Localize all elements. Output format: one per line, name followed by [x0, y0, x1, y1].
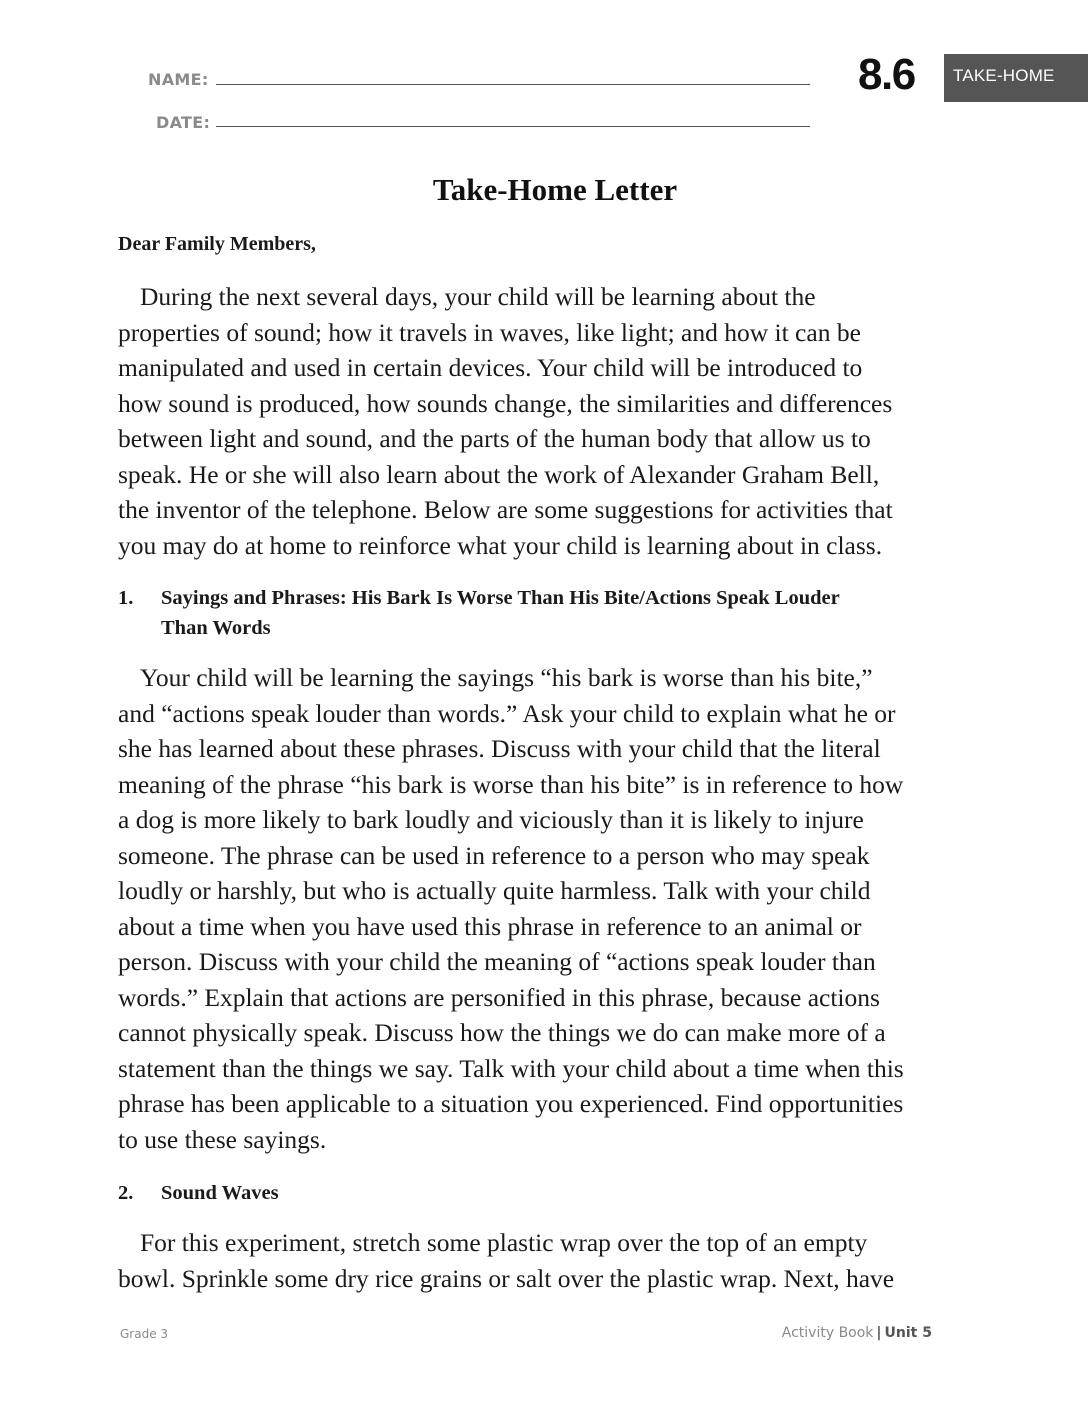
- section-number-1: 1.: [118, 587, 134, 609]
- date-label: DATE:: [156, 113, 211, 132]
- section-body-1: Your child will be learning the sayings “his bark is worse than his bite,” and “actions speak louder than words.” Ask your child to explain what he or she has learned about these phrases. Discuss with your child that the literal meaning of the phrase “his bark is worse than his bite” is in reference to how a dog is more likely to bark loudly and viciously than it is likely to injure someone. The phrase can be used in reference to a person who may speak loudly or harshly, but who is actually quite harmless. Talk with your child about a time when you have used this phrase in reference to an animal or person. Discuss with your child the meaning of “actions speak louder than words.” Explain that actions are personified in this phrase, because actions cannot physically speak. Discuss how the things we do can make more of a statement than the things we say. Talk with your child about a time when this phrase has been applicable to a situation you experienced. Find opportunities to use these sayings.: [118, 663, 904, 1154]
- intro-paragraph: During the next several days, your child will be learning about the properties of sound; how it travels in waves, like light; and how it can be manipulated and used in certain devices. Your child will be introduced to how sound is produced, how sounds change, the similarities and differences between light and sound, and the parts of the human body that allow us to speak. He or she will also learn about the work of Alexander Graham Bell, the inventor of the telephone. Below are some suggestions for activities that you may do at home to reinforce what your child is learning about in class.: [118, 282, 893, 560]
- activity-type-label: TAKE-HOME: [953, 66, 1055, 85]
- name-line: [216, 84, 810, 85]
- section-number-2: 2.: [118, 1182, 134, 1204]
- footer-separator: |: [876, 1325, 882, 1341]
- salutation: Dear Family Members,: [118, 233, 316, 255]
- activity-type-tag: [944, 54, 1088, 102]
- date-line: [216, 126, 810, 127]
- section-title-1: Sayings and Phrases: His Bark Is Worse Than His Bite/Actions Speak Louder Than Words: [161, 587, 840, 639]
- section-body-2: For this experiment, stretch some plastic wrap over the top of an empty bowl. Sprinkle some dry rice grains or salt over the plastic wrap. Next, have: [118, 1228, 895, 1293]
- footer-book-info: [782, 1325, 932, 1341]
- section-title-2: Sound Waves: [161, 1182, 279, 1204]
- activity-number: 8.6: [858, 50, 915, 99]
- footer-book: Activity Book: [781, 1325, 874, 1341]
- name-label: NAME:: [148, 70, 209, 89]
- footer-grade: Grade 3: [120, 1327, 169, 1341]
- page-title: Take-Home Letter: [432, 172, 678, 207]
- section-heading-2: [118, 1178, 978, 1208]
- section-heading-1: [118, 583, 978, 643]
- footer-unit: Unit 5: [884, 1325, 932, 1341]
